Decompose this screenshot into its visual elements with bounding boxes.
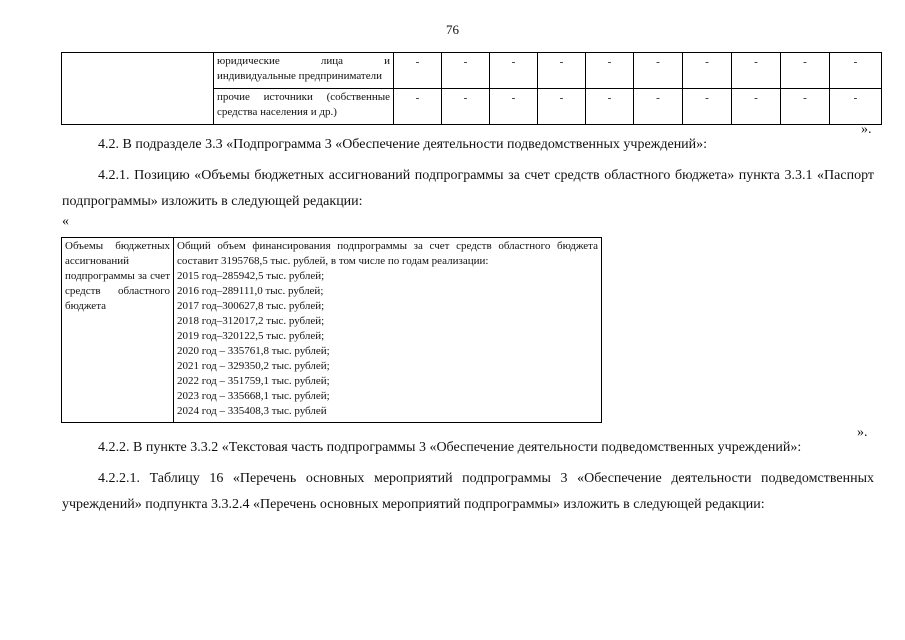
value-cell: - (634, 89, 683, 125)
year-amount: 2019 год–320122,5 тыс. рублей; (177, 330, 325, 342)
paragraph-4-2-1: 4.2.1. Позицию «Объемы бюджетных ассигнований подпрограммы за счет средств областного бюджета» пункта 3.3.1 «Паспорт подпрограммы» изложить в следующей редакции: (62, 168, 874, 209)
paragraph-4-2-2-1: 4.2.2.1. Таблицу 16 «Перечень основных мероприятий подпрограммы 3 «Обеспечение деятельности подведомственных учреждений» подпункта 3.3.2.4 «Перечень основных мероприятий подпрограммы» изложить в следующей редакции: (62, 471, 874, 512)
year-amount: 2024 год – 335408,3 тыс. рублей (177, 405, 327, 417)
year-amount: 2017 год–300627,8 тыс. рублей; (177, 300, 325, 312)
value-cell: - (538, 89, 586, 125)
value-cell: - (442, 53, 490, 89)
value-cell: - (781, 53, 830, 89)
value-cell: - (683, 89, 732, 125)
value-cell: - (781, 89, 830, 125)
value-cell: - (830, 89, 882, 125)
paragraph-4-2: 4.2. В подразделе 3.3 «Подпрограмма 3 «Обеспечение деятельности подведомственных учреждений»: (98, 137, 708, 152)
value-cell: - (442, 89, 490, 125)
value-cell: - (394, 89, 442, 125)
value-cell: - (732, 53, 781, 89)
closing-quote: ». (857, 425, 868, 440)
passport-label: Объемы бюджетных ассигнований подпрограммы за счет средств областного бюджета (62, 238, 174, 423)
value-cell: - (830, 53, 882, 89)
value-cell: - (732, 89, 781, 125)
year-amount: 2016 год–289111,0 тыс. рублей; (177, 285, 324, 297)
passport-content (174, 238, 602, 423)
year-amount: 2015 год–285942,5 тыс. рублей; (177, 270, 325, 282)
opening-quote: « (62, 214, 69, 229)
table-row (62, 53, 882, 89)
value-cell: - (634, 53, 683, 89)
value-cell: - (586, 53, 634, 89)
source-cell: юридические лица и индивидуальные предприниматели (214, 53, 394, 89)
empty-cell (62, 53, 214, 125)
passport-table (61, 237, 602, 423)
paragraph-4-2-2: 4.2.2. В пункте 3.3.2 «Текстовая часть подпрограммы 3 «Обеспечение деятельности подведомственных учреждений»: (98, 440, 802, 455)
year-amount: 2021 год – 329350,2 тыс. рублей; (177, 360, 330, 372)
source-cell: прочие источники (собственные средства населения и др.) (214, 89, 394, 125)
value-cell: - (586, 89, 634, 125)
year-amount: 2023 год – 335668,1 тыс. рублей; (177, 390, 330, 402)
value-cell: - (683, 53, 732, 89)
year-amount: 2018 год–312017,2 тыс. рублей; (177, 315, 325, 327)
value-cell: - (394, 53, 442, 89)
funding-sources-table (61, 52, 882, 125)
page-number: 76 (446, 22, 459, 37)
table-row (62, 238, 602, 423)
passport-intro: Общий объем финансирования подпрограммы за счет средств областного бюджета составит 3195768,5 тыс. рублей, в том числе по годам реализации: (177, 240, 598, 267)
value-cell: - (538, 53, 586, 89)
value-cell: - (490, 53, 538, 89)
value-cell: - (490, 89, 538, 125)
closing-quote: ». (861, 122, 872, 137)
year-amount: 2020 год – 335761,8 тыс. рублей; (177, 345, 330, 357)
year-amount: 2022 год – 351759,1 тыс. рублей; (177, 375, 330, 387)
